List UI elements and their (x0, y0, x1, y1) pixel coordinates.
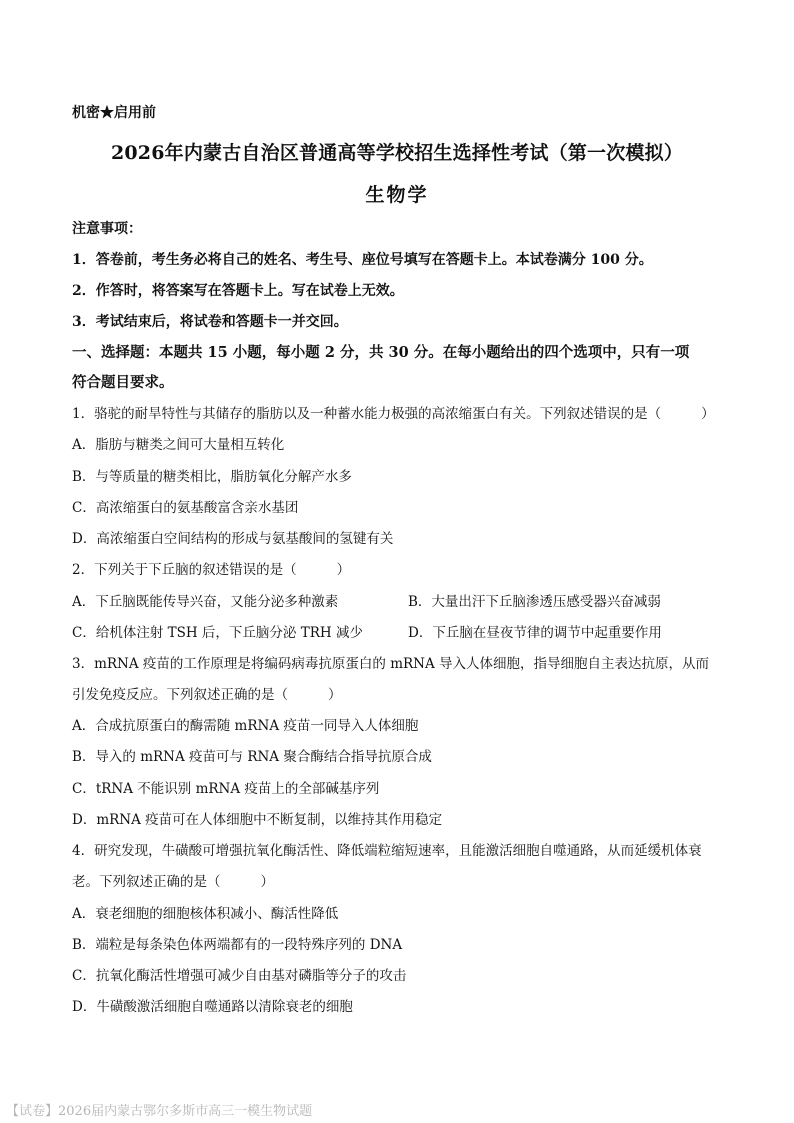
question-3-stem-cont (72, 686, 342, 704)
confidential-label: 机密★启用前 (72, 105, 156, 121)
notice-item-1: 1．答卷前，考生务必将自己的姓名、考生号、座位号填写在答题卡上。本试卷满分 100 分。 (72, 252, 653, 268)
question-4-option-b: B．端粒是每条染色体两端都有的一段特殊序列的 DNA (72, 937, 403, 953)
section-heading-cont: 符合题目要求。 (72, 374, 174, 391)
question-4-option-d: D．牛磺酸激活细胞自噬通路以清除衰老的细胞 (72, 999, 353, 1015)
subject-title: 生物学 (365, 184, 429, 206)
question-1-option-c: C．高浓缩蛋白的氨基酸富含亲水基团 (72, 500, 299, 516)
question-2-option-a: A．下丘脑既能传导兴奋，又能分泌多种激素 (72, 594, 339, 610)
question-3-paren-close: ） (328, 687, 342, 703)
notice-item-3: 3．考试结束后，将试卷和答题卡一并交回。 (72, 314, 348, 330)
question-4-paren-close: ） (260, 874, 274, 890)
question-2-paren-close: ） (336, 562, 351, 578)
question-2-option-d: D．下丘脑在昼夜节律的调节中起重要作用 (408, 625, 662, 641)
exam-title: 2026年内蒙古自治区普通高等学校招生选择性考试（第一次模拟） (110, 142, 684, 164)
question-1-paren-close: ） (701, 406, 715, 422)
question-3-option-d: D．mRNA 疫苗可在人体细胞中不断复制，以维持其作用稳定 (72, 812, 443, 828)
question-4-option-c: C．抗氧化酶活性增强可减少自由基对磷脂等分子的攻击 (72, 968, 407, 984)
question-1-option-a: A．脂肪与糖类之间可大量相互转化 (72, 437, 285, 453)
question-3-text-cont: 引发免疫反应。下列叙述正确的是（ (72, 687, 288, 703)
question-3-option-a: A．合成抗原蛋白的酶需随 mRNA 疫苗一同导入人体细胞 (72, 718, 419, 734)
question-4-stem: 4．研究发现，牛磺酸可增强抗氧化酶活性、降低端粒缩短速率，且能激活细胞自噬通路，从而延缓机体衰 (72, 843, 702, 859)
section-heading: 一、选择题：本题共 15 小题，每小题 2 分，共 30 分。在每小题给出的四个选项中，只有一项 (72, 344, 690, 361)
question-3-option-b: B．导入的 mRNA 疫苗可与 RNA 聚合酶结合指导抗原合成 (72, 749, 432, 765)
question-4-stem-cont (72, 873, 274, 891)
question-1-option-d: D．高浓缩蛋白空间结构的形成与氨基酸间的氢键有关 (72, 531, 394, 547)
question-1-stem (72, 405, 715, 423)
question-4-option-a: A．衰老细胞的细胞核体积减小、酶活性降低 (72, 906, 339, 922)
question-1-option-b: B．与等质量的糖类相比，脂肪氧化分解产水多 (72, 469, 352, 485)
question-1-text: 1．骆驼的耐旱特性与其储存的脂肪以及一种蓄水能力极强的高浓缩蛋白有关。下列叙述错误的是（ (72, 406, 662, 422)
question-4-text-cont: 老。下列叙述正确的是（ (72, 874, 221, 890)
question-3-option-c: C．tRNA 不能识别 mRNA 疫苗上的全部碱基序列 (72, 781, 380, 797)
question-2-stem (72, 561, 350, 579)
question-2-option-c: C．给机体注射 TSH 后，下丘脑分泌 TRH 减少 (72, 625, 363, 641)
question-3-stem: 3．mRNA 疫苗的工作原理是将编码病毒抗原蛋白的 mRNA 导入人体细胞，指导细胞自主表达抗原，从而 (72, 656, 710, 672)
question-2-text: 2．下列关于下丘脑的叙述错误的是（ (72, 562, 297, 578)
notice-heading: 注意事项： (72, 221, 142, 237)
question-2-option-b: B．大量出汗下丘脑渗透压感受器兴奋减弱 (408, 594, 661, 610)
source-footer: 【试卷】2026届内蒙古鄂尔多斯市高三一模生物试题 (6, 1104, 313, 1119)
notice-item-2: 2．作答时，将答案写在答题卡上。写在试卷上无效。 (72, 283, 404, 299)
